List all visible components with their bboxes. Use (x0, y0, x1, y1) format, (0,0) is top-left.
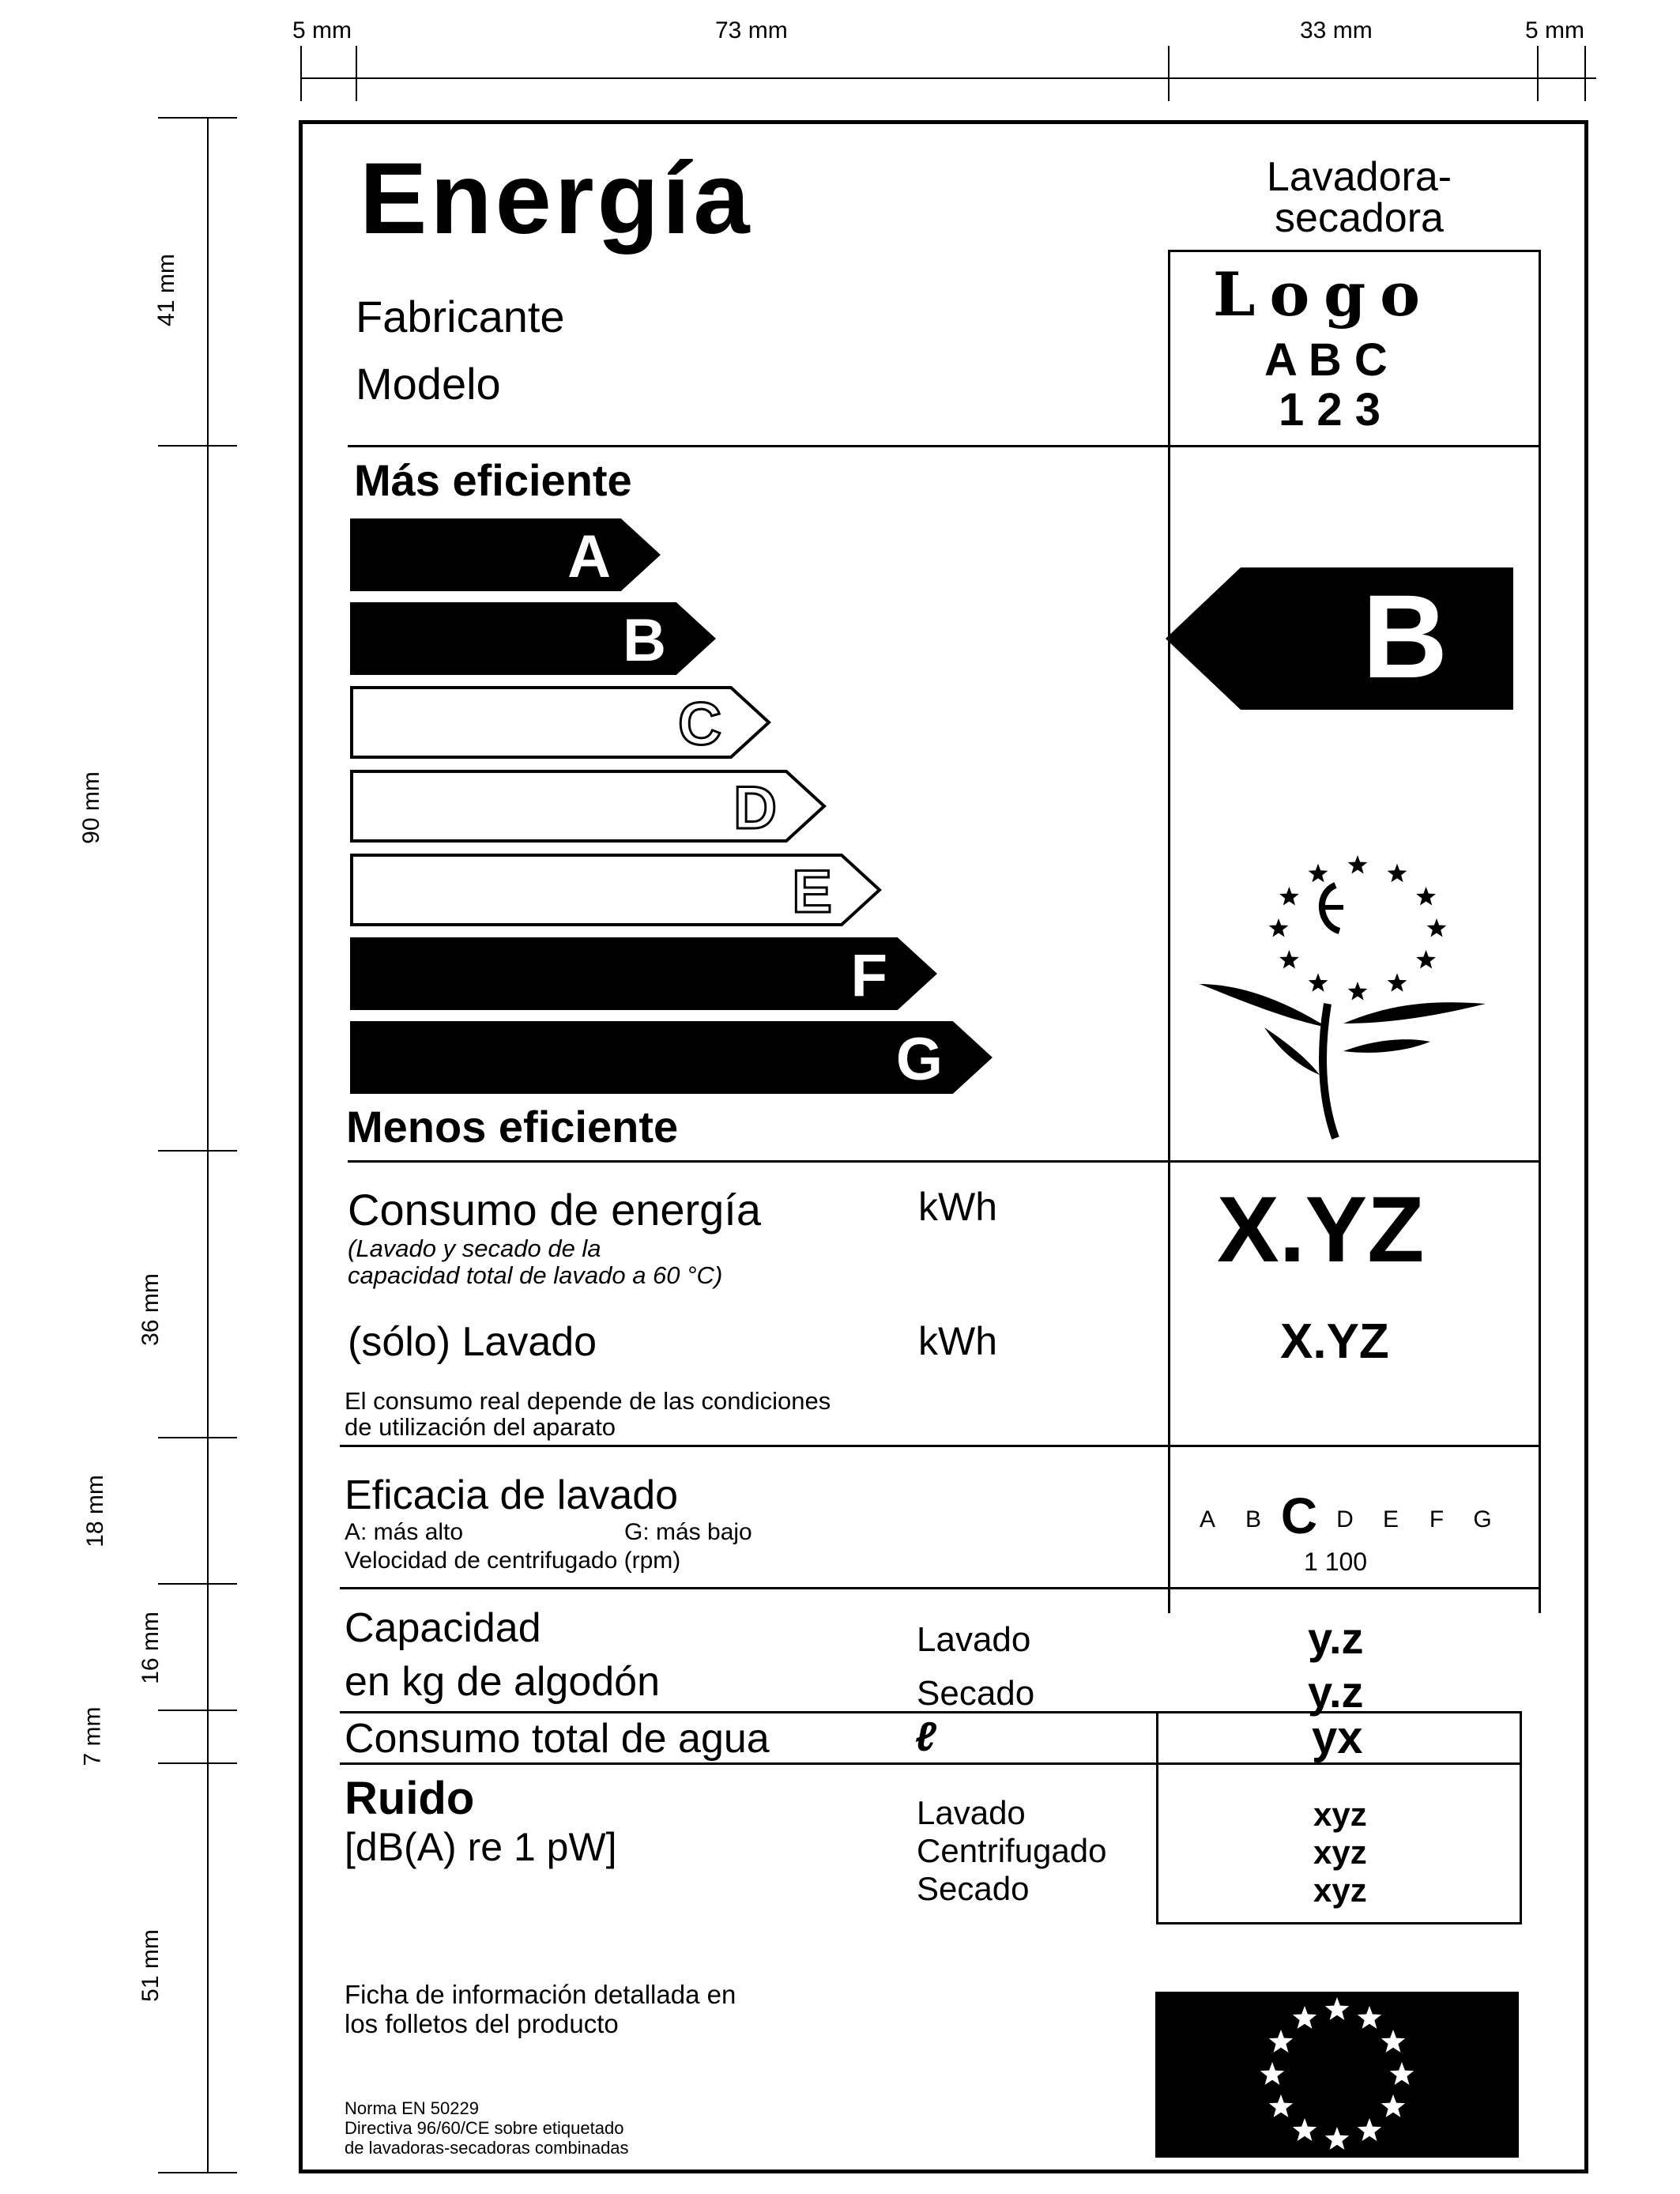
efficiency-letter: D (733, 775, 777, 842)
capacity-label: en kg de algodón (345, 1659, 661, 1705)
capacity-label: Capacidad (345, 1605, 541, 1651)
dimension-label: 36 mm (137, 1273, 164, 1346)
noise-row-value: xyz (1313, 1796, 1367, 1833)
noise-label: Ruido (345, 1773, 475, 1824)
star-icon (1388, 973, 1407, 992)
dimension-label: 16 mm (137, 1612, 164, 1684)
water-unit: ℓ (915, 1714, 936, 1760)
appliance-type: Lavadora- secadora (1266, 154, 1452, 241)
dimension-label: 5 mm (1525, 17, 1584, 43)
efficiency-class-a (352, 520, 658, 590)
norm-reference: Norma EN 50229 (345, 2098, 479, 2118)
wash-scale-letter: A (1199, 1506, 1216, 1532)
more-efficient-label: Más eficiente (354, 455, 632, 505)
dimension-label: 73 mm (715, 17, 788, 43)
wash-only-unit: kWh (918, 1319, 997, 1363)
star-icon (1416, 887, 1436, 906)
efficiency-class-g (352, 1023, 990, 1093)
dimension-label: 51 mm (137, 1929, 164, 2002)
capacity-wash-value: y.z (1308, 1613, 1364, 1663)
energy-consumption-note: capacidad total de lavado a 60 °C) (348, 1261, 723, 1289)
dimension-label: 90 mm (77, 771, 104, 844)
energy-consumption-unit: kWh (918, 1185, 997, 1229)
noise-unit-label: [dB(A) re 1 pW] (345, 1825, 617, 1869)
dimension-label: 5 mm (292, 17, 352, 43)
efficiency-class-f (352, 939, 935, 1009)
efficiency-class-b (352, 604, 714, 674)
efficiency-class-c (352, 688, 769, 758)
star-icon (1279, 950, 1299, 969)
efficiency-letter: G (895, 1026, 943, 1093)
noise-row-value: xyz (1313, 1834, 1367, 1871)
directive-reference: Directiva 96/60/CE sobre etiquetado (345, 2118, 624, 2138)
star-icon (1348, 855, 1368, 874)
info-sheet-note: Ficha de información detallada en (345, 1980, 736, 2009)
spin-speed-value: 1 100 (1304, 1547, 1368, 1576)
wash-scale-selected-letter: C (1280, 1487, 1318, 1544)
efficiency-letter: A (567, 523, 611, 590)
dimension-label: 41 mm (153, 254, 179, 326)
scale-low-note: G: más bajo (624, 1519, 752, 1545)
rating-letter: B (1362, 570, 1448, 703)
water-consumption-value: yx (1312, 1712, 1363, 1763)
manufacturer-label: Fabricante (356, 292, 565, 341)
star-icon (1388, 864, 1407, 883)
spin-speed-label: Velocidad de centrifugado (rpm) (345, 1547, 681, 1574)
energy-consumption-note: (Lavado y secado de la (348, 1235, 601, 1262)
wash-scale-letter: D (1336, 1506, 1354, 1532)
efficiency-arrow (352, 1023, 990, 1092)
noise-row-label: Lavado (917, 1794, 1026, 1831)
rating-arrow (1166, 567, 1513, 710)
eu-ecolabel-flower-icon (1200, 855, 1486, 1138)
dimension-label: 18 mm (81, 1475, 108, 1547)
noise-row-label: Centrifugado (917, 1832, 1107, 1869)
capacity-wash-label: Lavado (917, 1620, 1031, 1659)
efficiency-class-d (352, 771, 824, 842)
capacity-dry-value: y.z (1308, 1667, 1364, 1717)
dimension-label: 7 mm (79, 1706, 106, 1766)
wash-scale-letter: E (1382, 1506, 1399, 1532)
eu-flag-icon (1155, 1992, 1519, 2158)
noise-row-value: xyz (1313, 1872, 1367, 1909)
star-icon (1309, 973, 1328, 992)
capacity-dry-label: Secado (917, 1674, 1035, 1713)
star-icon (1279, 887, 1299, 906)
less-efficient-label: Menos eficiente (346, 1102, 679, 1152)
info-sheet-note: los folletos del producto (345, 2009, 619, 2038)
dimension-label: 33 mm (1300, 17, 1373, 43)
energy-consumption-label: Consumo de energía (348, 1185, 762, 1235)
star-icon (1416, 950, 1436, 969)
wash-scale-letter: F (1429, 1506, 1445, 1532)
wash-scale-letter: G (1473, 1506, 1492, 1532)
efficiency-arrow (352, 939, 935, 1008)
logo-text: Logo (1213, 259, 1434, 330)
wash-only-label: (sólo) Lavado (348, 1319, 597, 1365)
efficiency-letter: C (678, 691, 721, 758)
energy-consumption-value: X.YZ (1217, 1178, 1425, 1282)
wash-only-value: X.YZ (1280, 1314, 1389, 1369)
noise-row-label: Secado (917, 1870, 1030, 1907)
wash-efficacy-label: Eficacia de lavado (345, 1472, 679, 1518)
logo-numbers: 1 2 3 (1279, 384, 1381, 435)
efficiency-letter: F (850, 942, 887, 1009)
water-consumption-label: Consumo total de agua (345, 1716, 770, 1762)
wash-scale-letter: B (1245, 1506, 1262, 1532)
efficiency-arrow (352, 520, 658, 590)
scale-high-note: A: más alto (345, 1519, 464, 1545)
efficiency-class-e (352, 855, 880, 925)
model-label: Modelo (356, 359, 501, 409)
label-title: Energía (360, 142, 753, 255)
logo-letters: A B C (1264, 334, 1388, 386)
star-icon (1269, 918, 1289, 937)
efficiency-letter: B (623, 607, 666, 674)
directive-reference: de lavadoras-secadoras combinadas (345, 2138, 629, 2158)
wash-efficacy-scale (1200, 1487, 1492, 1544)
consumption-disclaimer: de utilización del aparato (345, 1413, 616, 1441)
efficiency-letter: E (792, 858, 832, 925)
star-icon (1427, 918, 1447, 937)
consumption-disclaimer: El consumo real depende de las condiciones (345, 1387, 831, 1415)
star-icon (1309, 864, 1328, 883)
star-icon (1348, 982, 1368, 1001)
